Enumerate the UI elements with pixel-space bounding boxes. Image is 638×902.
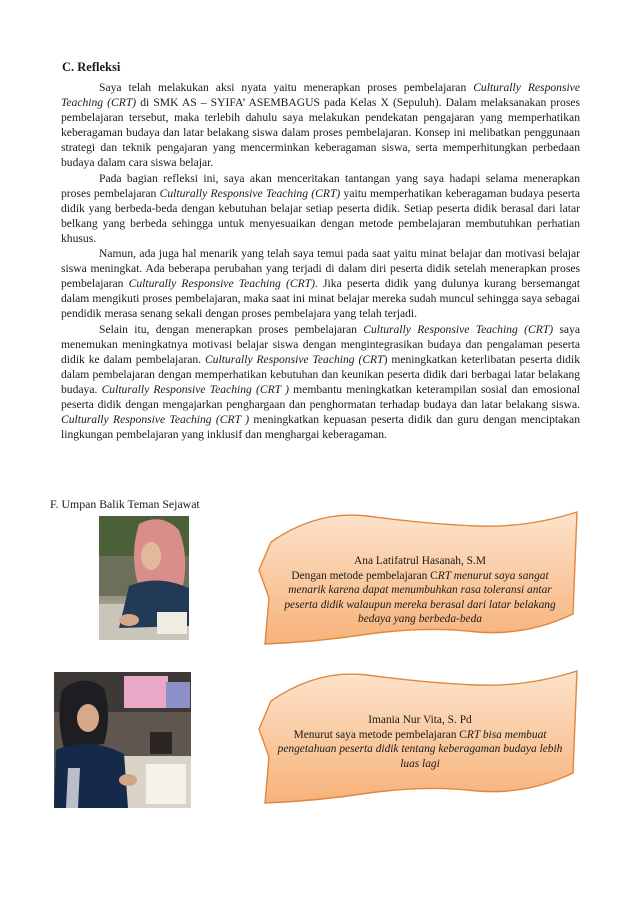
italic-term: Culturally Responsive Teaching (CRT): [159, 186, 341, 200]
paragraph-text: membantu meningkatkan keterampilan sosial dan emosional peserta didik dengan mengajarkan penghargaan dan penghormatan terhadap budaya dan latar belakang siswa.: [61, 382, 580, 411]
peer-quote-italic-2: RT bisa membuat pengetahuan peserta didik tentang keberagaman budaya lebih luas lagi: [277, 728, 563, 770]
feedback-text-2: [273, 713, 567, 771]
italic-term: Culturally Responsive Teaching (CRT ): [61, 413, 250, 427]
italic-term: Culturally Responsive Teaching (CRT): [128, 277, 315, 291]
refleksi-body: [61, 80, 580, 442]
section-f-title: F. Umpan Balik Teman Sejawat: [50, 497, 200, 511]
paragraph-text: yaitu memperhatikan keberagaman budaya peserta didik yang berbeda-beda dengan kebutuhan belajar setiap peserta didik. Setiap peserta didik berasal dari latar belkang yang berbeda sehingga untuk menyesuaikan dengan metode pembelajaran membutuhkan perhatian khusus.: [61, 186, 580, 245]
refleksi-paragraph-2: [61, 171, 580, 246]
feedback-banner-1: [257, 508, 583, 648]
paragraph-text: Namun, ada juga hal menarik yang telah saya temui pada saat yaitu minat belajar dan motivasi belajar siswa meningkat. Ada beberapa perubahan yang terjadi di dalam diri peserta didik setelah menerapkan proses pembelajaran: [61, 247, 580, 291]
paragraph-text: . Jika peserta didik yang dulunya kurang bersemangat dalam mengikuti proses pembelajaran, maka saat ini minat belajar mereka sudah muncul sehingga saya sebagai pendidik merasa senang sekali dengan proses pembelajara yang telah terjadi.: [61, 277, 580, 321]
peer-quote-2: [273, 728, 567, 772]
paragraph-text: meningkatkan kepuasan peserta didik dan guru dengan menciptakan lingkungan pembelajaran yang inklusif dan menghargai keberagaman.: [61, 413, 580, 442]
italic-term: Culturally Responsive Teaching (CRT): [61, 81, 580, 110]
peer-photo-1: [99, 516, 189, 640]
refleksi-paragraph-4: [61, 322, 580, 443]
peer-name-1: Ana Latifatrul Hasanah, S.M: [354, 555, 486, 567]
italic-term: Culturally Responsive Teaching (CRT ): [101, 382, 289, 396]
paragraph-text: saya menemukan meningkatnya motivasi belajar siswa dengan mengintegrasikan budaya dan pengalaman peserta didik ke dalam pembelajaran.: [61, 322, 581, 366]
section-c-title: C. Refleksi: [62, 60, 121, 74]
feedback-banner-2: [257, 667, 583, 807]
peer-photo-2: [54, 672, 191, 808]
peer-quote-italic-1: RT menurut saya sangat menarik karena dapat menumbuhkan rasa toleransi antar peserta didik walaupun mereka berasal dari latar belakang bedaya yang berbeda-beda: [284, 569, 556, 626]
refleksi-paragraph-1: [61, 80, 580, 171]
paragraph-text: Pada bagian refleksi ini, saya akan menceritakan tantangan yang saya hadapi selama menerapkan proses pembelajaran: [61, 171, 580, 200]
italic-term: Culturally Responsive Teaching (CRT): [363, 322, 554, 336]
paragraph-text: Selain itu, dengan menerapkan proses pembelajaran: [99, 322, 364, 336]
feedback-text-1: [273, 554, 567, 627]
paragraph-text: di SMK AS – SYIFA’ ASEMBAGUS pada Kelas X (Sepuluh). Dalam melaksanakan proses pembelajaran tersebut, maka terlebih dahulu saya melakukan pendekatan pengajaran yang memperhatikan keberagaman budaya dan latar belakang siswa dalam proses pembelajaran. Konsep ini melibatkan penggunaan strategi dan teknik pengajaran yang mencerminkan keberagaman siswa, serta memperhitungkan perbedaan budaya dalam cara siswa belajar.: [61, 96, 580, 170]
peer-quote-lead-1: Dengan metode pembelajaran C: [291, 569, 438, 582]
peer-quote-1: [273, 569, 567, 627]
peer-name-2: Imania Nur Vita, S. Pd: [368, 714, 472, 726]
refleksi-paragraph-3: [61, 246, 580, 321]
peer-quote-lead-2: Menurut saya metode pembelajaran C: [293, 728, 467, 741]
italic-term: Culturally Responsive Teaching (CRT: [204, 352, 384, 366]
paragraph-text: Saya telah melakukan aksi nyata yaitu menerapkan proses pembelajaran: [99, 81, 474, 94]
paragraph-text: ) meningkatkan keterlibatan peserta didik dalam pembelajaran dengan memperhatikan kebutuhan dan keunikan peserta didik dari berbagai latar belakang budaya.: [61, 352, 580, 396]
